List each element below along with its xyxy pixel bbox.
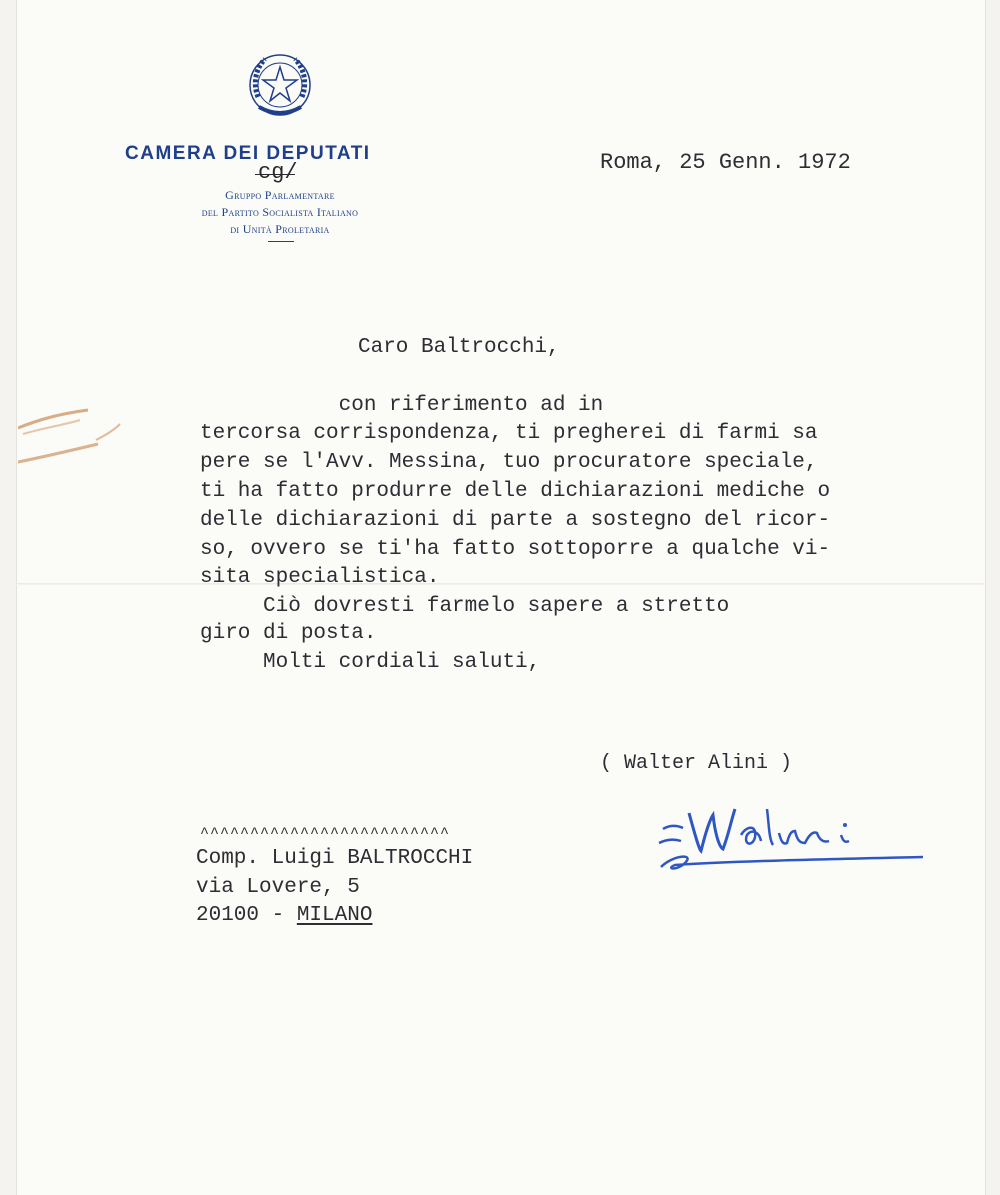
rust-stain [18, 400, 128, 470]
group-line: del Partito Socialista Italiano [201, 205, 359, 219]
letterhead-rule [268, 241, 294, 242]
letter-date: Roma, 25 Genn. 1972 [600, 150, 851, 175]
reference-mark: cg/ [258, 160, 298, 185]
body-line: pere se l'Avv. Messina, tuo procuratore speciale, [200, 451, 818, 474]
salutation: Caro Baltrocchi, [358, 336, 560, 359]
body-line: so, ovvero se ti'ha fatto sottoporre a qualche vi- [200, 538, 831, 561]
body-line: sita specialistica. [200, 566, 440, 589]
handwritten-signature [655, 795, 930, 880]
recipient-name: Comp. Luigi BALTROCCHI [196, 847, 474, 870]
body-line: Molti cordiali saluti, [200, 651, 541, 674]
body-line: tercorsa corrispondenza, ti pregherei di farmi sa [200, 422, 818, 445]
address-separator: ^^^^^^^^^^^^^^^^^^^^^^^^^ [200, 825, 451, 842]
signatory-name: ( Walter Alini ) [600, 752, 793, 775]
postcode: 20100 - [196, 904, 297, 927]
body-line: ti ha fatto produrre delle dichiarazioni mediche o [200, 480, 831, 503]
group-line: di Unità Proletaria [230, 222, 330, 236]
city: MILANO [296, 904, 373, 927]
body-line: giro di posta. [200, 622, 377, 645]
italian-republic-emblem-icon [245, 45, 315, 125]
recipient-street: via Lovere, 5 [196, 876, 360, 899]
body-line: delle dichiarazioni di parte a sostegno del ricor- [200, 509, 831, 532]
group-line: Gruppo Parlamentare [225, 188, 335, 202]
body-line: Ciò dovresti farmelo sapere a stretto [200, 595, 730, 618]
parliamentary-group [150, 187, 410, 238]
paper-fold [16, 583, 984, 585]
recipient-city-line [196, 902, 372, 930]
body-line: con riferimento ad in [200, 394, 604, 417]
letterhead-title: CAMERA DEI DEPUTATI [125, 143, 371, 164]
